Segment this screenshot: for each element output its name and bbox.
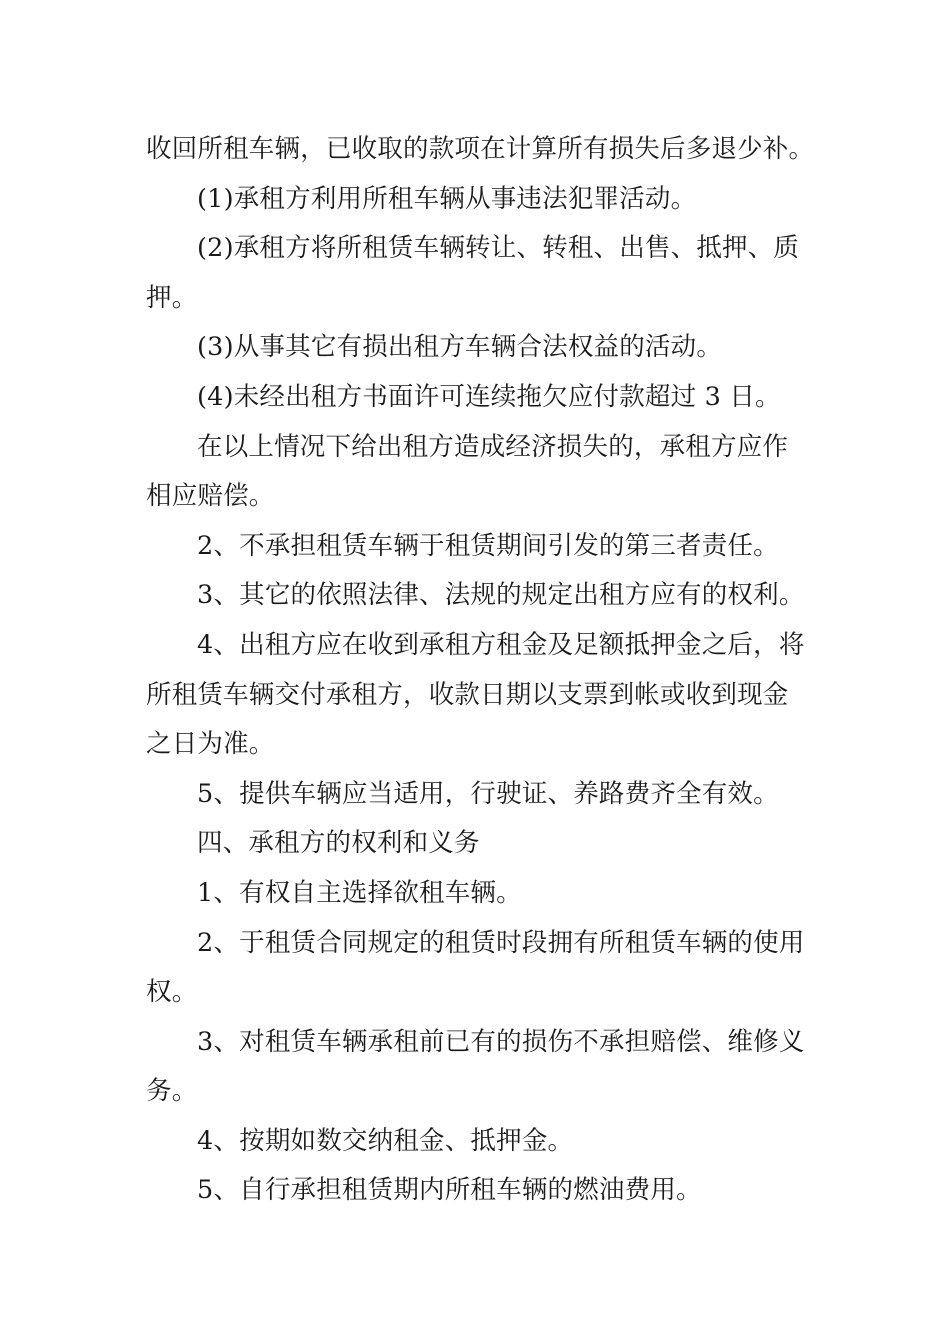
text-line-20: 务。 <box>146 1076 198 1107</box>
text-line-8: 相应赔偿。 <box>146 481 275 512</box>
text-line-6: (4)未经出租方书面许可连续拖欠应付款超过 3 日。 <box>197 381 781 412</box>
text-line-12: 所租赁车辆交付承租方，收款日期以支票到帐或收到现金 <box>146 679 789 710</box>
text-line-2: (1)承租方利用所租车辆从事违法犯罪活动。 <box>197 183 697 214</box>
text-line-10: 3、其它的依照法律、法规的规定出租方应有的权利。 <box>197 580 805 611</box>
text-line-4: 押。 <box>146 282 198 313</box>
text-line-13: 之日为准。 <box>146 729 275 760</box>
text-line-22: 5、自行承担租赁期内所租车辆的燃油费用。 <box>197 1175 702 1206</box>
text-line-9: 2、不承担租赁车辆于租赁期间引发的第三者责任。 <box>197 530 779 561</box>
section-heading: 四、承租方的权利和义务 <box>197 828 480 859</box>
text-line-3: (2)承租方将所租赁车辆转让、转租、出售、抵押、质 <box>197 233 800 264</box>
text-line-17: 2、于租赁合同规定的租赁时段拥有所租赁车辆的使用 <box>197 927 805 958</box>
text-line-1: 收回所租车辆，已收取的款项在计算所有损失后多退少补。 <box>146 134 815 164</box>
text-line-19: 3、对租赁车辆承租前已有的损伤不承担赔偿、维修义 <box>197 1026 805 1057</box>
text-line-18: 权。 <box>146 977 198 1008</box>
text-line-5: (3)从事其它有损出租方车辆合法权益的活动。 <box>197 332 723 363</box>
text-line-21: 4、按期如数交纳租金、抵押金。 <box>197 1125 574 1156</box>
document-body <box>146 125 815 1216</box>
text-line-16: 1、有权自主选择欲租车辆。 <box>197 877 522 908</box>
text-line-14: 5、提供车辆应当适用，行驶证、养路费齐全有效。 <box>197 778 779 809</box>
text-line-11: 4、出租方应在收到承租方租金及足额抵押金之后，将 <box>197 629 805 660</box>
text-line-7: 在以上情况下给出租方造成经济损失的，承租方应作 <box>197 431 789 462</box>
